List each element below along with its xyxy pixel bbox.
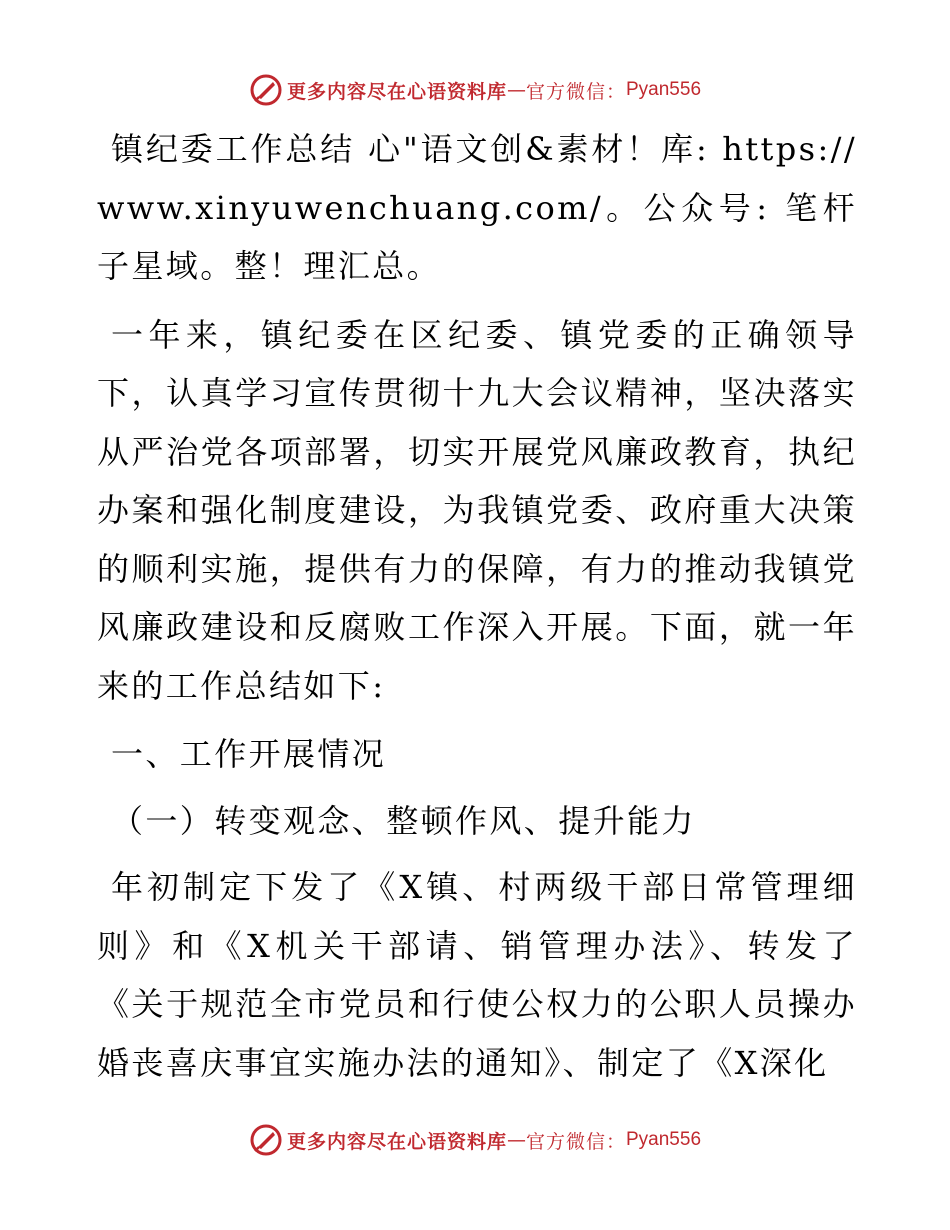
banner-wechat-label: 官方微信：	[525, 1130, 626, 1153]
document-body	[97, 120, 857, 1092]
footer-watermark-banner	[0, 1120, 950, 1160]
document-title-line: 镇纪委工作总结 心"语文创&素材！库: https://www.xinyuwenchuang.com/。公众号: 笔杆子星域。整！理汇总。	[97, 130, 857, 285]
header-watermark-banner	[0, 70, 950, 110]
banner-dash: —	[506, 79, 526, 101]
quill-logo-icon	[249, 1123, 283, 1157]
subsection-heading: （一）转变观念、整顿作风、提升能力	[111, 801, 696, 840]
banner-dash: —	[506, 1129, 526, 1151]
banner-wechat-id: Pyan556	[626, 79, 702, 100]
banner-wechat-id: Pyan556	[626, 1129, 702, 1150]
quill-logo-icon	[249, 73, 283, 107]
section-heading: 一、工作开展情况	[111, 735, 387, 773]
banner-site-text: 更多内容尽在心语资料库	[286, 80, 507, 103]
banner-site-text: 更多内容尽在心语资料库	[286, 1130, 507, 1153]
body-paragraph: 年初制定下发了《X镇、村两级干部日常管理细则》和《X机关干部请、销管理办法》、转发了《关于规范全市党员和行使公权力的公职人员操办婚丧喜庆事宜实施办法的通知》、制定了《X深化	[97, 868, 857, 1082]
banner-wechat-label: 官方微信：	[525, 80, 626, 103]
intro-paragraph: 一年来，镇纪委在区纪委、镇党委的正确领导下，认真学习宣传贯彻十九大会议精神，坚决落实从严治党各项部署，切实开展党风廉政教育，执纪办案和强化制度建设，为我镇党委、政府重大决策的顺利实施，提供有力的保障，有力的推动我镇党风廉政建设和反腐败工作深入开展。下面，就一年来的工作总结如下:	[97, 315, 857, 705]
